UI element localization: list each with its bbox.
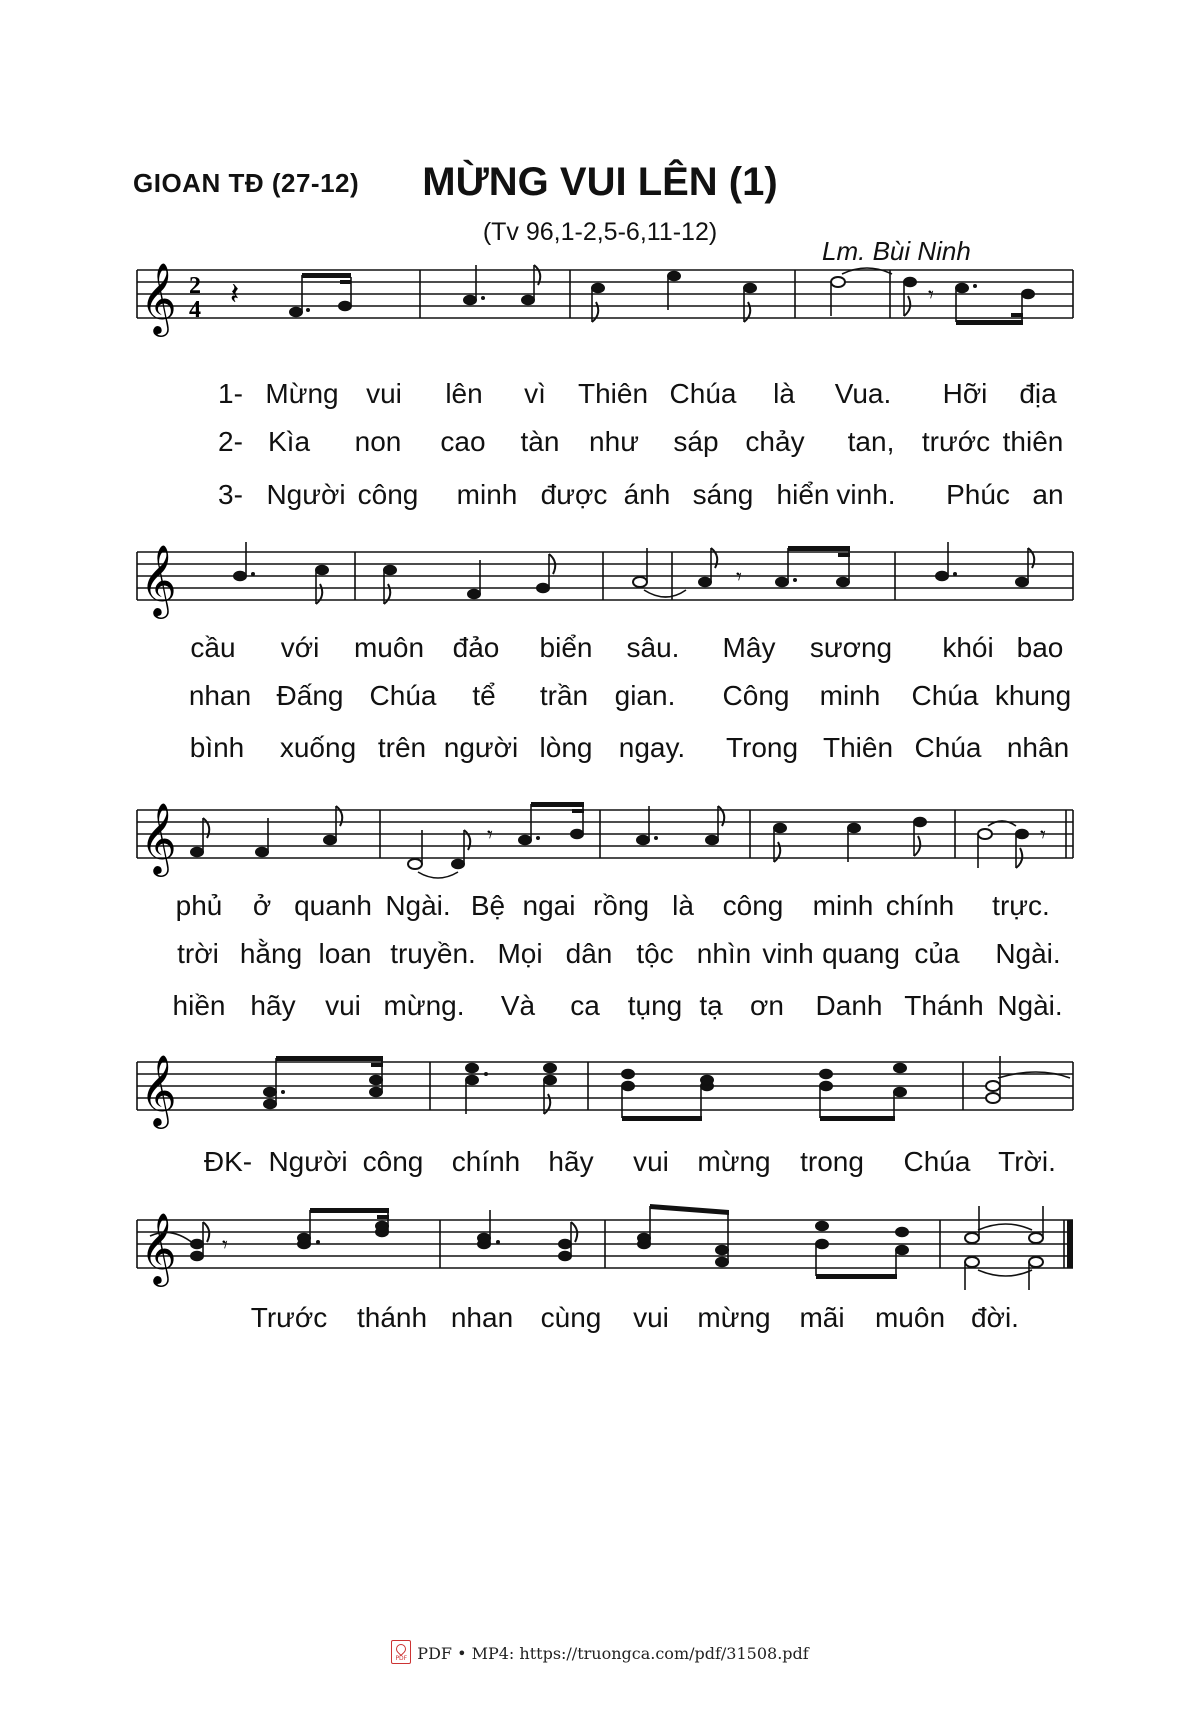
treble-clef-icon: 𝄞 xyxy=(140,1053,177,1126)
lyric-syllable: địa xyxy=(1019,378,1057,409)
lyric-syllable: Thiên xyxy=(822,732,894,763)
lyric-syllable: muôn xyxy=(353,632,425,663)
lyric-syllable: mừng xyxy=(697,1302,771,1333)
lyric-syllable: tể xyxy=(472,680,496,711)
lyric-syllable: Phúc xyxy=(946,479,1010,510)
verse-line-3 xyxy=(0,732,1200,768)
lyric-syllable: là xyxy=(773,378,795,409)
time-signature-numerator: 2 xyxy=(189,273,201,299)
lyric-syllable: công xyxy=(362,1146,424,1177)
lyric-syllable: ơn xyxy=(750,990,784,1021)
verse-line-3 xyxy=(0,990,1200,1026)
lyric-syllable: Thiên xyxy=(577,378,649,409)
lyric-syllable: trên xyxy=(377,732,427,763)
lyric-syllable: trong xyxy=(800,1146,864,1177)
lyric-syllable: tộc xyxy=(636,938,674,969)
lyric-syllable: người xyxy=(443,732,519,763)
lyric-syllable: loan xyxy=(318,938,372,969)
verse-number: 2- xyxy=(218,426,243,457)
lyric-syllable: Trời. xyxy=(998,1146,1056,1177)
treble-clef-icon: 𝄞 xyxy=(140,261,177,334)
lyric-syllable: phủ xyxy=(175,890,223,921)
eighth-rest-icon: 𝄾 xyxy=(1040,823,1046,848)
lyric-syllable: Trước xyxy=(250,1302,328,1333)
lyric-syllable: nhan xyxy=(450,1302,514,1333)
time-signature-denominator: 4 xyxy=(189,297,201,323)
lyric-syllable: vinh xyxy=(762,938,814,969)
lyric-syllable: khói xyxy=(942,632,994,663)
lyric-syllable: nhan xyxy=(188,680,252,711)
lyric-syllable: an xyxy=(1032,479,1064,510)
verse-number: 3- xyxy=(218,479,243,510)
quarter-rest-icon: 𝄽 xyxy=(230,277,240,312)
lyric-syllable: Danh xyxy=(815,990,883,1021)
lyric-syllable: ca xyxy=(570,990,600,1021)
verse-line-2 xyxy=(0,938,1200,974)
lyric-syllable: được xyxy=(540,479,608,510)
lyric-syllable: của xyxy=(914,938,960,969)
lyric-syllable: sâu. xyxy=(626,632,680,663)
lyric-syllable: chảy xyxy=(745,426,805,457)
lyric-syllable: Thánh xyxy=(904,990,984,1021)
lyric-syllable: mừng xyxy=(697,1146,771,1177)
lyric-syllable: với xyxy=(280,632,320,663)
treble-clef-icon: 𝄞 xyxy=(140,543,177,616)
lyric-syllable: nhìn xyxy=(696,938,752,969)
refrain-marker: ĐK- xyxy=(203,1146,253,1177)
lyric-syllable: vui xyxy=(366,378,402,409)
lyric-syllable: vinh. xyxy=(836,479,896,510)
lyric-syllable: quanh xyxy=(294,890,372,921)
lyric-syllable: ở xyxy=(252,890,272,921)
lyric-syllable: non xyxy=(354,426,402,457)
lyric-syllable: Trong xyxy=(725,732,799,763)
lyric-syllable: bình xyxy=(189,732,245,763)
staff-system-4 xyxy=(0,1042,1200,1142)
lyric-syllable: lòng xyxy=(539,732,593,763)
lyric-syllable: minh xyxy=(819,680,881,711)
lyric-syllable: Người xyxy=(268,1146,348,1177)
verse-line-2 xyxy=(0,426,1200,462)
verse-line-1 xyxy=(0,890,1200,926)
lyric-syllable: Vua. xyxy=(834,378,892,409)
lyric-syllable: xuống xyxy=(279,732,357,763)
song-title: MỪNG VUI LÊN (1) xyxy=(422,160,778,204)
staff-system-1 xyxy=(0,250,1200,350)
refrain-line xyxy=(0,1146,1200,1182)
lyric-syllable: truyền. xyxy=(390,938,476,969)
lyric-syllable: tụng xyxy=(627,990,683,1021)
lyric-syllable: công xyxy=(722,890,784,921)
lyric-syllable: Chúa xyxy=(369,680,437,711)
lyric-syllable: đời. xyxy=(971,1302,1019,1333)
lyric-syllable: sương xyxy=(809,632,893,663)
lyric-syllable: trời xyxy=(177,938,219,969)
staff-system-3 xyxy=(0,790,1200,890)
lyric-syllable: mãi xyxy=(799,1302,845,1333)
lyric-syllable: biển xyxy=(539,632,593,663)
eighth-rest-icon: 𝄾 xyxy=(736,565,742,590)
treble-clef-icon: 𝄞 xyxy=(140,1211,177,1284)
final-barline xyxy=(1067,1220,1073,1268)
lyric-syllable: Chúa xyxy=(914,732,982,763)
lyric-syllable: vui xyxy=(325,990,361,1021)
lyric-syllable: tạ xyxy=(699,990,723,1021)
lyric-syllable: chính xyxy=(885,890,955,921)
lyric-syllable: hãy xyxy=(250,990,296,1021)
lyric-syllable: ngai xyxy=(522,890,576,921)
psalm-reference: (Tv 96,1-2,5-6,11-12) xyxy=(482,218,718,246)
lyric-syllable: Mừng xyxy=(265,378,339,409)
lyric-syllable: Ngài. xyxy=(997,990,1063,1021)
lyric-syllable: vui xyxy=(633,1146,669,1177)
lyric-syllable: như xyxy=(589,426,639,457)
lyric-syllable: Chúa xyxy=(903,1146,971,1177)
footer-text[interactable]: PDF • MP4: https://truongca.com/pdf/31508.pdf xyxy=(417,1644,809,1663)
staff-system-5 xyxy=(0,1200,1200,1300)
lyric-syllable: mừng. xyxy=(383,990,465,1021)
verse-number: 1- xyxy=(218,378,243,409)
lyric-syllable: Và xyxy=(500,990,536,1021)
lyric-syllable: hằng xyxy=(239,938,303,969)
lyric-syllable: trực. xyxy=(992,890,1050,921)
lyric-syllable: thiên xyxy=(1002,426,1064,457)
lyric-syllable: dân xyxy=(565,938,613,969)
lyric-syllable: khung xyxy=(994,680,1072,711)
lyric-syllable: tan, xyxy=(847,426,895,457)
lyric-syllable: sáp xyxy=(673,426,719,457)
treble-clef-icon: 𝄞 xyxy=(140,801,177,874)
lyric-syllable: ngay. xyxy=(618,732,686,763)
lyric-syllable: hiển xyxy=(776,479,830,510)
verse-line-3 xyxy=(0,479,1200,515)
lyric-syllable: Chúa xyxy=(911,680,979,711)
lyric-syllable: chính xyxy=(451,1146,521,1177)
lyric-syllable: Công xyxy=(722,680,790,711)
lyric-syllable: quang xyxy=(822,938,900,969)
lyric-syllable: muôn xyxy=(874,1302,946,1333)
eighth-rest-icon: 𝄾 xyxy=(222,1233,228,1258)
lyric-syllable: Bệ xyxy=(470,890,506,921)
lyric-syllable: hãy xyxy=(548,1146,594,1177)
eighth-rest-icon: 𝄾 xyxy=(928,283,934,308)
lyric-syllable: Mọi xyxy=(497,938,543,969)
lyric-syllable: vui xyxy=(633,1302,669,1333)
lyric-syllable: hiền xyxy=(172,990,226,1021)
lyric-syllable: đảo xyxy=(452,632,500,663)
lyric-syllable: thánh xyxy=(356,1302,428,1333)
lyric-syllable: sáng xyxy=(692,479,754,510)
lyric-syllable: lên xyxy=(445,378,483,409)
lyric-syllable: bao xyxy=(1016,632,1064,663)
lyric-syllable: rồng xyxy=(592,890,650,921)
lyric-syllable: Đấng xyxy=(276,680,344,711)
lyric-syllable: trước xyxy=(921,426,991,457)
lyric-syllable: minh xyxy=(456,479,518,510)
lyric-syllable: Chúa xyxy=(669,378,737,409)
lyric-syllable: Ngài. xyxy=(995,938,1061,969)
lyric-syllable: là xyxy=(672,890,694,921)
refrain-line-2 xyxy=(0,1302,1200,1338)
notes xyxy=(290,265,1035,325)
verse-line-1 xyxy=(0,378,1200,414)
eighth-rest-icon: 𝄾 xyxy=(487,823,493,848)
lyric-syllable: vì xyxy=(524,378,546,409)
verse-line-1 xyxy=(0,632,1200,668)
footer-link[interactable] xyxy=(0,1640,1200,1664)
lyric-syllable: Kìa xyxy=(267,426,311,457)
lyric-syllable: Người xyxy=(266,479,346,510)
lyric-syllable: trần xyxy=(539,680,589,711)
composer-name: Lm. Bùi Ninh xyxy=(822,236,971,266)
lyric-syllable: Mây xyxy=(722,632,776,663)
pdf-file-icon xyxy=(391,1640,411,1664)
staff-system-2 xyxy=(0,532,1200,632)
lyric-syllable: cầu xyxy=(190,632,236,663)
lyric-syllable: ánh xyxy=(623,479,671,510)
lyric-syllable: Ngài. xyxy=(385,890,451,921)
lyric-syllable: cao xyxy=(440,426,486,457)
lyric-syllable: gian. xyxy=(614,680,676,711)
feast-label: GIOAN TĐ (27-12) xyxy=(133,168,360,198)
lyric-syllable: minh xyxy=(812,890,874,921)
lyric-syllable: cùng xyxy=(540,1302,602,1333)
lyric-syllable: nhân xyxy=(1006,732,1070,763)
lyric-syllable: tàn xyxy=(520,426,560,457)
verse-line-2 xyxy=(0,680,1200,716)
lyric-syllable: công xyxy=(357,479,419,510)
lyric-syllable: Hỡi xyxy=(942,378,988,409)
